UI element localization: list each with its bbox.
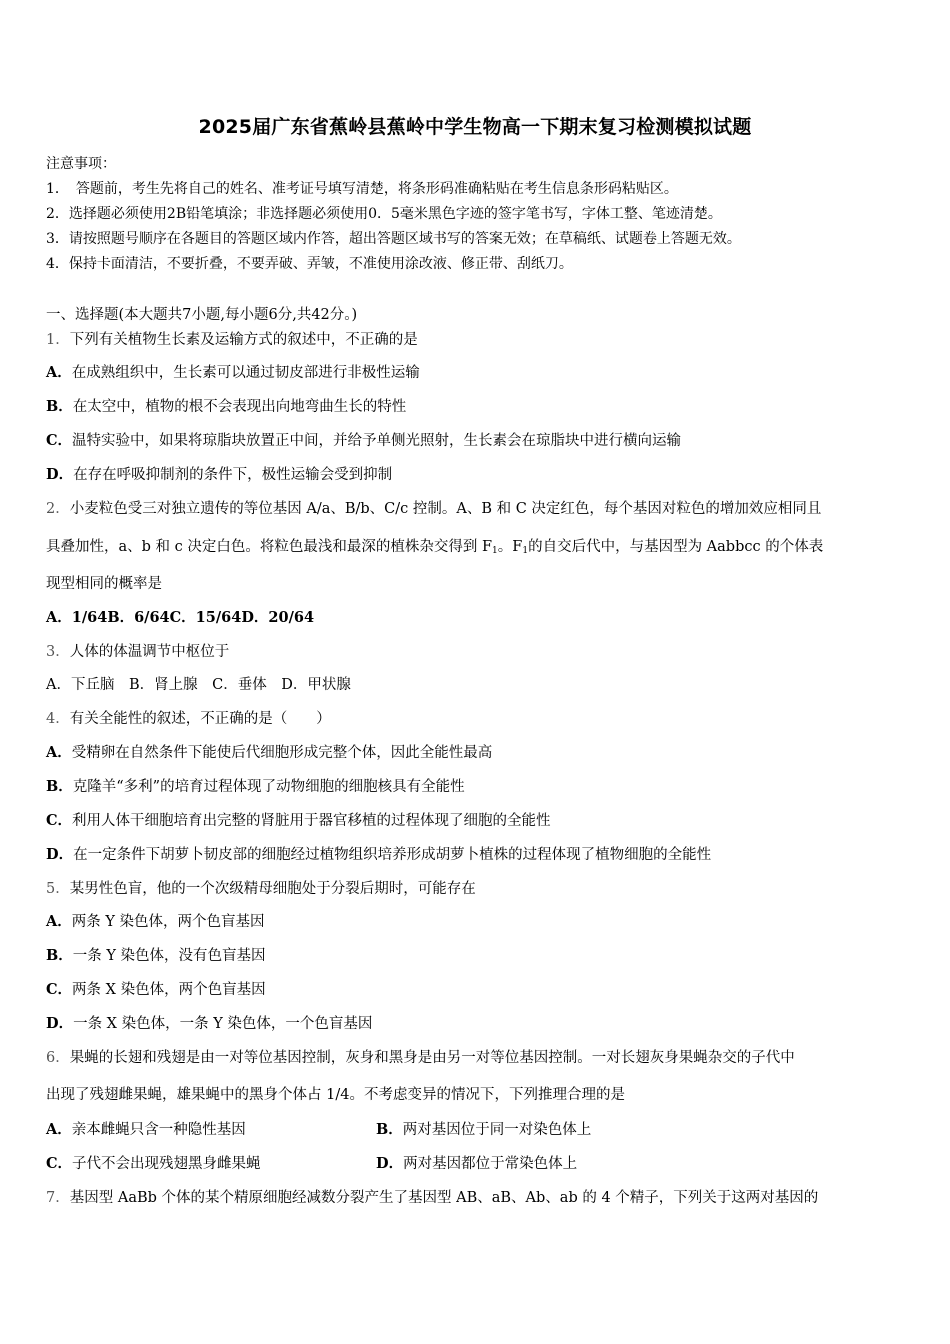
question-stem: 有关全能性的叙述，不正确的是（ ）: [69, 711, 331, 727]
option-d: D．在一定条件下胡萝卜韧皮部的细胞经过植物组织培养形成胡萝卜植株的过程体现了植物细胞的全能性: [46, 846, 712, 863]
question-number: 4．: [46, 711, 70, 727]
notice-item: 3．请按照题号顺序在各题目的答题区域内作答，超出答题区域书写的答案无效；在草稿纸、试题卷上答题无效。: [46, 231, 741, 247]
question-stem: 下列有关植物生长素及运输方式的叙述中，不正确的是: [69, 332, 418, 348]
notice-item: 4．保持卡面清洁，不要折叠，不要弄破、弄皱，不准使用涂改液、修正带、刮纸刀。: [46, 256, 573, 272]
question-number: 5．: [46, 881, 70, 897]
option-d: D．在存在呼吸抑制剂的条件下，极性运输会受到抑制: [46, 466, 393, 483]
question-2-line-2: 具叠加性，a、b 和 c 决定白色。将粒色最浅和最深的植株杂交得到 $F_1$。$F_1$的自交后代中，与基因型为 Aabbcc 的个体表: [46, 539, 824, 556]
question-6: [46, 1046, 795, 1067]
question-4: [46, 707, 331, 728]
question-number: 1．: [46, 332, 70, 348]
option-a: A．在成熟组织中，生长素可以通过韧皮部进行非极性运输: [46, 364, 420, 381]
question-2-line-3: 现型相同的概率是: [46, 576, 162, 592]
question-2: [46, 497, 821, 518]
option-c: C．利用人体干细胞培育出完整的肾脏用于器官移植的过程体现了细胞的全能性: [46, 812, 551, 829]
section-heading: 一、选择题(本大题共7小题,每小题6分,共42分。): [46, 307, 358, 323]
option-c: C．两条 X 染色体，两个色盲基因: [46, 981, 266, 998]
question-5: [46, 877, 476, 898]
question-1: [46, 328, 418, 349]
option-c: C．子代不会出现残翅黑身雌果蝇: [46, 1155, 261, 1172]
option-d: D．两对基因都位于常染色体上: [376, 1155, 578, 1172]
option-b: B．在太空中，植物的根不会表现出向地弯曲生长的特性: [46, 398, 407, 415]
option-a: A．亲本雌蝇只含一种隐性基因: [46, 1121, 246, 1138]
option-a: A．两条 Y 染色体，两个色盲基因: [46, 913, 265, 930]
question-7: [46, 1186, 818, 1207]
option-b: B．两对基因位于同一对染色体上: [376, 1121, 592, 1138]
option-c: C．温特实验中，如果将琼脂块放置正中间，并给予单侧光照射，生长素会在琼脂块中进行横向运输: [46, 432, 682, 449]
question-number: 6．: [46, 1050, 70, 1066]
question-3: [46, 640, 229, 661]
option-b: B．克隆羊“多利”的培育过程体现了动物细胞的细胞核具有全能性: [46, 778, 465, 795]
option-d: D．一条 X 染色体，一条 Y 染色体，一个色盲基因: [46, 1015, 373, 1032]
notice-item: 1． 答题前，考生先将自己的姓名、准考证号填写清楚，将条形码准确粘贴在考生信息条形码粘贴区。: [46, 181, 678, 197]
question-stem: 小麦粒色受三对独立遗传的等位基因 A/a、B/b、C/c 控制。A、B 和 C 决定红色，每个基因对粒色的增加效应相同且: [69, 501, 822, 517]
question-stem: 人体的体温调节中枢位于: [69, 644, 230, 660]
question-number: 3．: [46, 644, 70, 660]
option-a: A．受精卵在自然条件下能使后代细胞形成完整个体，因此全能性最高: [46, 744, 493, 761]
question-number: 2．: [46, 501, 70, 517]
question-number: 7．: [46, 1190, 70, 1206]
question-stem: 某男性色盲，他的一个次级精母细胞处于分裂后期时，可能存在: [69, 881, 476, 897]
notice-heading: 注意事项：: [46, 156, 116, 172]
notice-item: 2．选择题必须使用2B铅笔填涂；非选择题必须使用0．5毫米黑色字迹的签字笔书写，字体工整、笔迹清楚。: [46, 206, 722, 222]
question-3-options: A．下丘脑 B．肾上腺 C．垂体 D．甲状腺: [46, 677, 351, 693]
option-b: B．一条 Y 染色体，没有色盲基因: [46, 947, 266, 964]
question-stem: 基因型 AaBb 个体的某个精原细胞经减数分裂产生了基因型 AB、aB、Ab、ab 的 4 个精子，下列关于这两对基因的: [69, 1190, 819, 1206]
question-2-options: A．1/64B．6/64C．15/64D．20/64: [46, 609, 315, 626]
question-6-line-2: 出现了残翅雌果蝇，雄果蝇中的黑身个体占 1/4。不考虑变异的情况下，下列推理合理的是: [46, 1087, 625, 1103]
question-stem: 果蝇的长翅和残翅是由一对等位基因控制，灰身和黑身是由另一对等位基因控制。一对长翅灰身果蝇杂交的子代中: [69, 1050, 795, 1066]
page-title: 2025届广东省蕉岭县蕉岭中学生物高一下期末复习检测模拟试题: [198, 116, 752, 138]
